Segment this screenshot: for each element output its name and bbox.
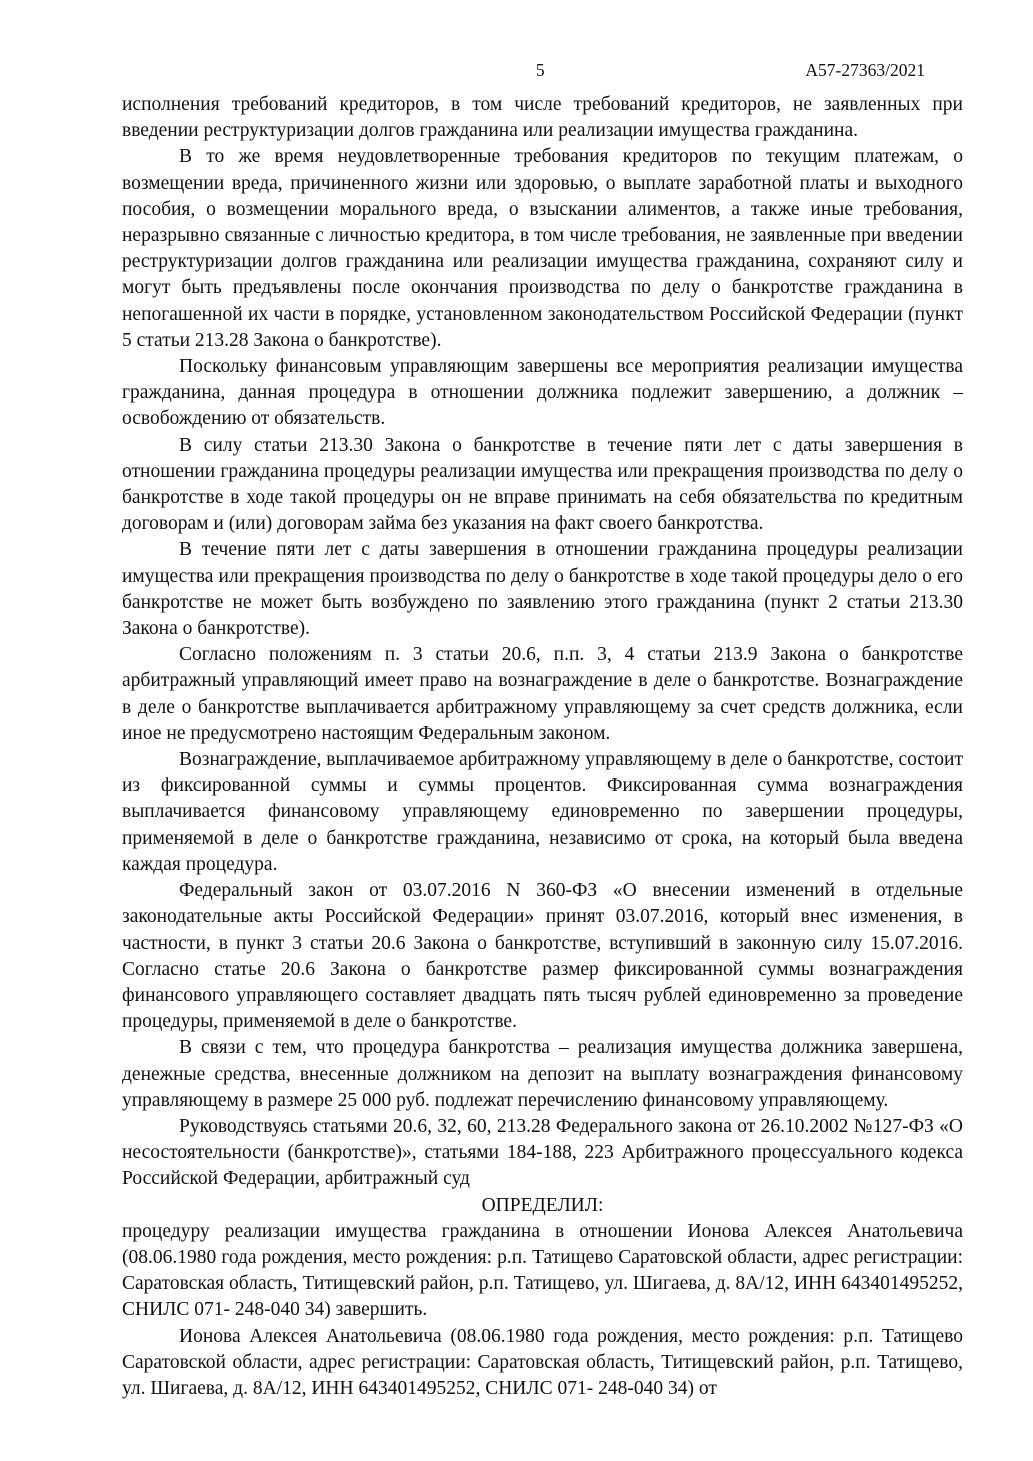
paragraph: В силу статьи 213.30 Закона о банкротстве в течение пяти лет с даты завершения в отношении гражданина процедуры реализации имущества или прекращения производства по делу о банкротстве в ходе такой процедуры он не вправе принимать на себя обязательства по кредитным договорам и (или) договорам займа без указания на факт своего банкротства. [122, 434, 963, 535]
case-number: А57-27363/2021 [805, 60, 925, 80]
paragraph: В то же время неудовлетворенные требования кредиторов по текущим платежам, о возмещении вреда, причиненного жизни или здоровью, о выплате заработной платы и выходного пособия, о возмещении морального вреда, о взыскании алиментов, а также иные требования, неразрывно связанные с личностью кредитора, в том числе требования, не заявленные при введении реструктуризации долгов гражданина или реализации имущества гражданина, сохраняют силу и могут быть предъявлены после окончания производства по делу о банкротстве гражданина в непогашенной их части в порядке, установленном законодательством Российской Федерации (пункт 5 статьи 213.28 Закона о банкротстве). [122, 146, 963, 351]
paragraph: Согласно положениям п. 3 статьи 20.6, п.п. 3, 4 статьи 213.9 Закона о банкротстве арбитражный управляющий имеет право на вознаграждение в деле о банкротстве. Вознаграждение в деле о банкротстве выплачивается арбитражному управляющему за счет средств должника, если иное не предусмотрено настоящим Федеральным законом. [122, 644, 963, 744]
paragraph: Ионова Алексея Анатольевича (08.06.1980 года рождения, место рождения: р.п. Татищево Саратовской области, адрес регистрации: Саратовская область, Титищевский район, р.п. Татищево, ул. Шигаева, д. 8А/12, ИНН 643401495252, СНИЛС 071- 248-040 34) от [122, 1325, 963, 1399]
paragraph: В связи с тем, что процедура банкротства – реализация имущества должника завершена, денежные средства, внесенные должником на депозит на выплату вознаграждения финансовому управляющему в размере 25 000 руб. подлежат перечислению финансовому управляющему. [122, 1037, 963, 1111]
paragraph-continuation: исполнения требований кредиторов, в том числе требований кредиторов, не заявленных при введении реструктуризации долгов гражданина или реализации имущества гражданина. [122, 94, 963, 142]
paragraph: В течение пяти лет с даты завершения в отношении гражданина процедуры реализации имущества или прекращения производства по делу о банкротстве в ходе такой процедуры дело о его банкротстве не может быть возбуждено по заявлению этого гражданина (пункт 2 статьи 213.30 Закона о банкротстве). [122, 539, 963, 640]
paragraph-resolution: процедуру реализации имущества гражданина в отношении Ионова Алексея Анатольевича (08.06.1980 года рождения, место рождения: р.п. Татищево Саратовской области, адрес регистрации: Саратовская область, Титищевский район, р.п. Татищево, ул. Шигаева, д. 8А/12, ИНН 643401495252, СНИЛС 071- 248-040 34) завершить. [122, 1220, 963, 1321]
page-header [122, 60, 959, 84]
paragraph: Поскольку финансовым управляющим завершены все мероприятия реализации имущества гражданина, данная процедура в отношении должника подлежит завершению, а должник – освобождению от обязательств. [122, 356, 963, 430]
paragraph: Вознаграждение, выплачиваемое арбитражному управляющему в деле о банкротстве, состоит из фиксированной суммы и суммы процентов. Фиксированная сумма вознаграждения выплачивается финансовому управляющему единовременно по завершении процедуры, применяемой в деле о банкротстве гражданина, независимо от срока, на который была введена каждая процедура. [122, 749, 963, 875]
resolution-heading: ОПРЕДЕЛИЛ: [481, 1194, 604, 1216]
paragraph: Руководствуясь статьями 20.6, 32, 60, 213.28 Федерального закона от 26.10.2002 №127-ФЗ «О несостоятельности (банкротстве)», статьями 184-188, 223 Арбитражного процессуального кодекса Российской Федерации, арбитражный суд [122, 1115, 963, 1190]
paragraph: Федеральный закон от 03.07.2016 N 360-ФЗ «О внесении изменений в отдельные законодательные акты Российской Федерации» принят 03.07.2016, который внес изменения, в частности, в пункт 3 статьи 20.6 Закона о банкротстве, вступивший в законную силу 15.07.2016. Согласно статье 20.6 Закона о банкротстве размер фиксированной суммы вознаграждения финансового управляющего составляет двадцать пять тысяч рублей единовременно за проведение процедуры, применяемой в деле о банкротстве. [122, 880, 963, 1033]
document-body [122, 92, 963, 1402]
page-number: 5 [535, 60, 546, 80]
